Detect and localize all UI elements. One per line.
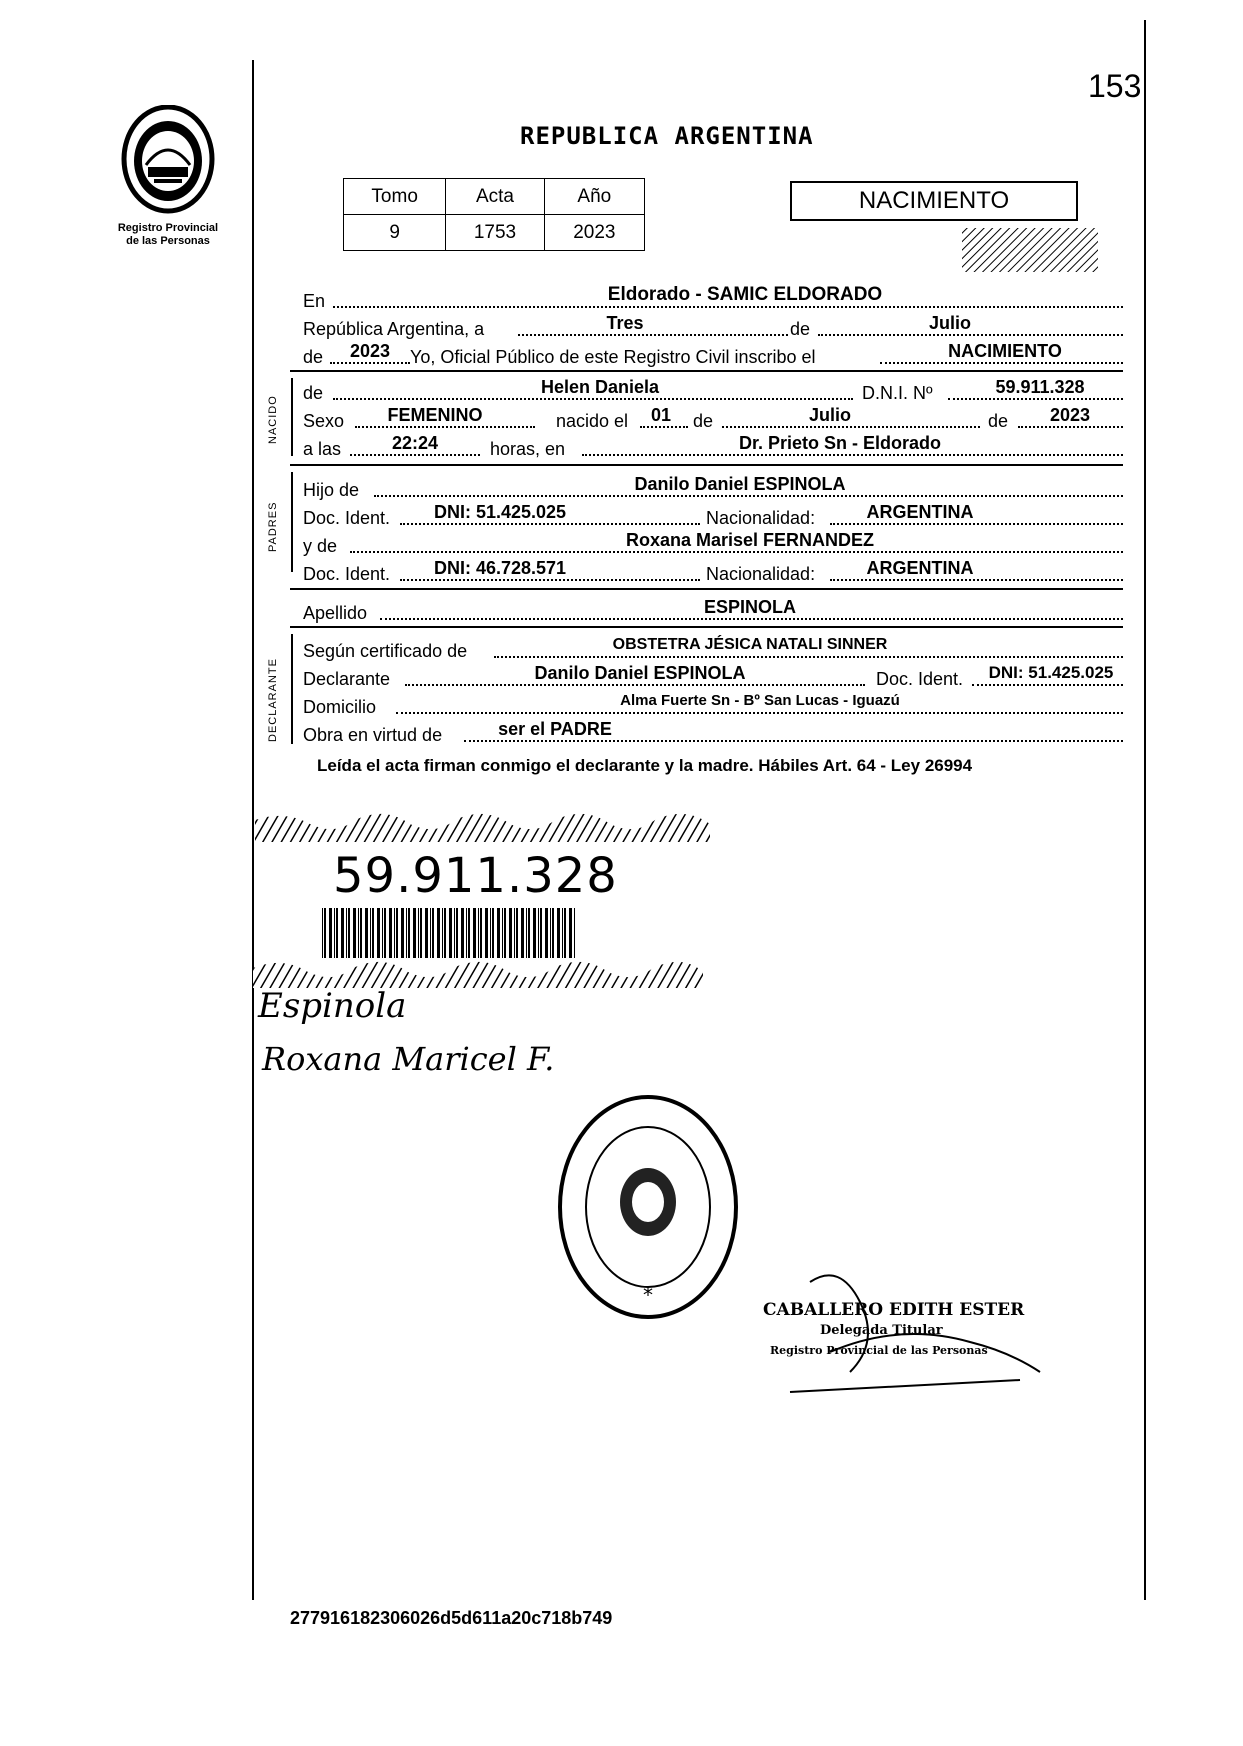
obra-dots xyxy=(464,740,1123,742)
time-dots xyxy=(350,454,480,456)
de-label-1: de xyxy=(790,319,811,339)
mother-nac-dots xyxy=(830,579,1123,581)
signature-espinola: Espinola xyxy=(258,986,407,1026)
cert-value: OBSTETRA JÉSICA NATALI SINNER xyxy=(612,636,888,653)
mother-nac: ARGENTINA xyxy=(866,558,974,578)
nacido-el-label: nacido el xyxy=(556,411,629,431)
barcode-bar xyxy=(540,908,542,958)
official-org: Registro Provincial de las Personas xyxy=(770,1344,988,1357)
barcode-bar xyxy=(413,908,416,958)
apellido-value: ESPINOLA xyxy=(703,597,796,617)
barcode-bar xyxy=(516,908,518,958)
birth-time: 22:24 xyxy=(391,433,439,453)
nacido-de-label-2: de xyxy=(693,411,714,431)
dni-dots xyxy=(948,398,1123,400)
barcode-bar xyxy=(557,908,560,958)
barcode-bar xyxy=(365,908,368,958)
barcode-bar xyxy=(346,908,347,958)
father-nac: ARGENTINA xyxy=(866,502,974,522)
year-value: 2023 xyxy=(349,341,391,361)
barcode-bar xyxy=(360,908,362,958)
mother-doc-dots xyxy=(400,579,700,581)
barcode-bar xyxy=(480,908,482,958)
country-title: REPUBLICA ARGENTINA xyxy=(520,122,814,150)
barcode-bar xyxy=(504,908,506,958)
tomo-header: Tomo xyxy=(344,179,446,215)
birth-year-dots xyxy=(1018,426,1123,428)
barcode-bar xyxy=(456,908,458,958)
section-rule-2 xyxy=(290,464,1123,466)
barcode-bar xyxy=(358,908,359,958)
en-dots xyxy=(333,306,1123,308)
yde-label: y de xyxy=(303,536,338,556)
barcode-bar xyxy=(454,908,455,958)
father-doc: DNI: 51.425.025 xyxy=(433,502,567,522)
acta-value: 1753 xyxy=(446,215,544,251)
barcode-bar xyxy=(384,908,386,958)
en-label: En xyxy=(303,291,326,311)
section-rule-1 xyxy=(290,370,1123,372)
month-dots xyxy=(818,334,1123,336)
nacido-de-label: de xyxy=(303,383,324,403)
barcode-bar xyxy=(444,908,446,958)
security-stamp xyxy=(960,226,1100,274)
barcode-bar xyxy=(420,908,422,958)
statement-text: Yo, Oficial Público de este Registro Civil inscribo el xyxy=(410,347,816,367)
father-nac-label: Nacionalidad: xyxy=(706,508,816,528)
barcode-bar xyxy=(370,908,371,958)
barcode-bar xyxy=(562,908,563,958)
barcode-bar xyxy=(526,908,527,958)
barcode-bar xyxy=(514,908,515,958)
barcode-bar xyxy=(408,908,410,958)
logo-caption-line1: Registro Provincial xyxy=(117,222,219,234)
barcode-bar xyxy=(401,908,404,958)
barcode-bar xyxy=(473,908,476,958)
barcode-bar xyxy=(574,908,575,958)
barcode-bar xyxy=(461,908,464,958)
barcode-bar xyxy=(569,908,572,958)
day-value: Tres xyxy=(606,313,644,333)
barcode-bar xyxy=(533,908,536,958)
nacido-bracket xyxy=(291,378,293,456)
barcode-bar xyxy=(442,908,443,958)
declarante-bracket xyxy=(291,634,293,744)
apellido-dots xyxy=(380,618,1123,620)
official-name: CABALLERO EDITH ESTER xyxy=(763,1300,1025,1320)
barcode-bar xyxy=(502,908,503,958)
barcode-bar xyxy=(466,908,467,958)
record-type-box: NACIMIENTO xyxy=(790,181,1078,221)
mother-doc-label: Doc. Ident. xyxy=(303,564,391,584)
birth-day-dots xyxy=(640,426,688,428)
padres-section-label: PADRES xyxy=(267,501,279,552)
dni-label: D.N.I. Nº xyxy=(862,383,933,403)
barcode-bar xyxy=(425,908,428,958)
barcode-bar xyxy=(490,908,491,958)
birth-month-dots xyxy=(722,426,980,428)
barcode-bar xyxy=(497,908,500,958)
anio-header: Año xyxy=(544,179,644,215)
barcode-bar xyxy=(418,908,419,958)
name-dots xyxy=(333,398,853,400)
barcode-bar xyxy=(394,908,395,958)
barcode xyxy=(320,908,580,958)
decl-value: Danilo Daniel ESPINOLA xyxy=(534,663,746,683)
barcode-bar xyxy=(564,908,566,958)
father-dots xyxy=(374,495,1123,497)
barcode-bar xyxy=(545,908,548,958)
declarante-section-label: DECLARANTE xyxy=(267,658,279,742)
nacido-section-label: NACIDO xyxy=(267,395,279,444)
barcode-bar xyxy=(334,908,335,958)
alas-label: a las xyxy=(303,439,342,459)
decl-label: Declarante xyxy=(303,669,391,689)
barcode-bar xyxy=(396,908,398,958)
official-role: Delegada Titular xyxy=(820,1323,943,1338)
child-name: Helen Daniela xyxy=(540,377,660,397)
obra-label: Obra en virtud de xyxy=(303,725,443,745)
barcode-bar xyxy=(430,908,431,958)
barcode-bar xyxy=(377,908,380,958)
decl-doc: DNI: 51.425.025 xyxy=(988,663,1114,682)
registry-seal xyxy=(553,1092,743,1322)
left-margin-line xyxy=(252,60,254,1600)
barcode-bar xyxy=(406,908,407,958)
month-value: Julio xyxy=(928,313,971,333)
barcode-bar xyxy=(322,908,323,958)
mother-dots xyxy=(350,551,1123,553)
apellido-label: Apellido xyxy=(303,603,368,623)
tomo-acta-table xyxy=(343,178,645,251)
table-header-row xyxy=(344,179,645,215)
barcode-bar xyxy=(485,908,488,958)
security-band-bottom xyxy=(253,952,703,988)
right-margin-line xyxy=(1144,20,1146,1600)
barcode-bar xyxy=(336,908,338,958)
father-doc-label: Doc. Ident. xyxy=(303,508,391,528)
barcode-bar xyxy=(372,908,374,958)
svg-text:*: * xyxy=(643,1283,653,1307)
record-dots xyxy=(880,362,1123,364)
signature-roxana: Roxana Maricel F. xyxy=(262,1040,555,1078)
barcode-bar xyxy=(389,908,392,958)
section-rule-3 xyxy=(290,588,1123,590)
father-doc-dots xyxy=(400,523,700,525)
dom-value: Alma Fuerte Sn - Bº San Lucas - Iguazú xyxy=(620,692,900,709)
child-dni: 59.911.328 xyxy=(995,377,1085,397)
horas-label: horas, en xyxy=(490,439,566,459)
birth-place: Dr. Prieto Sn - Eldorado xyxy=(738,433,942,453)
birth-month: Julio xyxy=(808,405,851,425)
anio-value: 2023 xyxy=(544,215,644,251)
security-band-top xyxy=(255,806,715,842)
day-dots xyxy=(518,334,788,336)
barcode-bar xyxy=(552,908,554,958)
barcode-bar xyxy=(341,908,344,958)
birth-place-dots xyxy=(582,454,1123,456)
logo-caption xyxy=(102,222,234,248)
barcode-bar xyxy=(348,908,350,958)
obra-value: ser el PADRE xyxy=(498,719,612,739)
cert-label: Según certificado de xyxy=(303,641,468,661)
sexo-label: Sexo xyxy=(303,411,345,431)
page-number: 153 xyxy=(1088,68,1142,104)
barcode-bar xyxy=(329,908,332,958)
father-name: Danilo Daniel ESPINOLA xyxy=(634,474,846,494)
barcode-bar xyxy=(449,908,452,958)
mother-name: Roxana Marisel FERNANDEZ xyxy=(625,530,875,550)
barcode-bar xyxy=(521,908,524,958)
barcode-bar xyxy=(509,908,512,958)
mother-nac-label: Nacionalidad: xyxy=(706,564,816,584)
acta-header: Acta xyxy=(446,179,544,215)
logo-caption-line2: de las Personas xyxy=(126,235,210,247)
padres-bracket xyxy=(291,472,293,572)
section-rule-4 xyxy=(290,626,1123,628)
barcode-bar xyxy=(353,908,356,958)
barcode-bar xyxy=(478,908,479,958)
sexo-value: FEMENINO xyxy=(387,405,483,425)
father-nac-dots xyxy=(830,523,1123,525)
barcode-bar xyxy=(550,908,551,958)
dom-label: Domicilio xyxy=(303,697,377,717)
footer-hash: 277916182306026d5d611a20c718b749 xyxy=(290,1608,613,1628)
decl-doc-label: Doc. Ident. xyxy=(876,669,964,689)
barcode-bar xyxy=(432,908,434,958)
cert-dots xyxy=(494,656,1123,658)
decl-doc-dots xyxy=(972,684,1123,686)
hijo-label: Hijo de xyxy=(303,480,360,500)
de-label-2: de xyxy=(303,347,324,367)
dni-large: 59.911.328 xyxy=(333,848,618,904)
birth-day: 01 xyxy=(650,405,672,425)
barcode-bar xyxy=(468,908,470,958)
place-value: Eldorado - SAMIC ELDORADO xyxy=(607,284,883,305)
barcode-bar xyxy=(538,908,539,958)
province-logo xyxy=(118,105,218,217)
republic-label: República Argentina, a xyxy=(303,319,485,339)
barcode-bar xyxy=(382,908,383,958)
mother-doc: DNI: 46.728.571 xyxy=(433,558,567,578)
table-value-row xyxy=(344,215,645,251)
dom-dots xyxy=(396,712,1123,714)
sexo-dots xyxy=(355,426,535,428)
year-dots xyxy=(330,362,410,364)
tomo-value: 9 xyxy=(344,215,446,251)
birth-year: 2023 xyxy=(1049,405,1091,425)
barcode-bar xyxy=(437,908,440,958)
record-value: NACIMIENTO xyxy=(948,341,1062,361)
nacido-de-label-3: de xyxy=(988,411,1009,431)
decl-dots xyxy=(405,684,865,686)
closing-statement: Leída el acta firman conmigo el declarante y la madre. Hábiles Art. 64 - Ley 26994 xyxy=(317,756,973,775)
barcode-bar xyxy=(528,908,530,958)
barcode-bar xyxy=(324,908,326,958)
barcode-bar xyxy=(492,908,494,958)
